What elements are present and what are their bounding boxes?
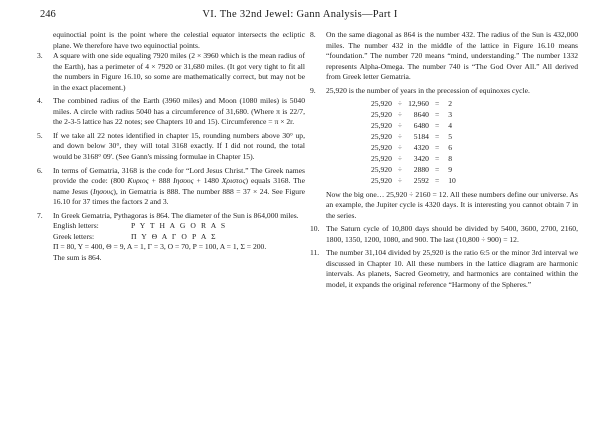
running-title: VI. The 32nd Jewel: Gann Analysis—Part I (202, 9, 398, 20)
division-op: ÷ (397, 142, 403, 152)
division-a: 25,920 (371, 99, 392, 109)
division-b: 12,960 (408, 99, 429, 109)
division-a: 25,920 (371, 175, 392, 185)
item-text: If we take all 22 notes identified in chapter 15, rounding numbers above 30° up, and down below 30°, they will total 3168 exactly. If I did not round, the total would be 3168° 09'. (See Gann's missing formulae in Chapter 15). (53, 130, 305, 162)
item-text: The combined radius of the Earth (3960 miles) and Moon (1080 miles) is 5040 miles. A circle with radius 5040 has a circumference of 31,680. (Where π is 22/7, the 2-3-5 lattice has 22 notes; see Chapters 10 and 15). Circumference = π × 2r. (53, 96, 305, 127)
division-op: ÷ (397, 153, 403, 163)
list-item-11 (310, 248, 578, 290)
division-eq: = (434, 153, 440, 163)
left-column (37, 30, 305, 266)
division-op: ÷ (397, 121, 403, 131)
division-eq: = (434, 121, 440, 131)
division-r: 8 (448, 153, 453, 163)
list-item-3 (37, 51, 305, 93)
item-number: 5. (37, 130, 43, 140)
item-number: 4. (37, 96, 43, 106)
item-text: 25,920 is the number of years in the precession of equinoxes cycle. (326, 85, 530, 95)
division-b: 3420 (413, 153, 429, 163)
item-number: 6. (37, 165, 43, 175)
item-number: 8. (310, 30, 316, 39)
greek-word: Κυριος (127, 176, 149, 186)
division-b: 5184 (413, 132, 429, 141)
list-item-8 (310, 30, 578, 83)
division-row (368, 121, 459, 132)
division-eq: = (434, 99, 440, 109)
division-row (368, 99, 459, 110)
division-b: 6480 (413, 121, 429, 131)
division-op: ÷ (397, 132, 403, 141)
english-letters-value: P Y T H A G O R A S (131, 221, 227, 231)
division-op: ÷ (397, 110, 403, 120)
division-row (368, 143, 459, 154)
list-item-5 (37, 131, 305, 163)
letter-values: Π = 80, Υ = 400, Θ = 9, Α = 1, Γ = 3, Ο = 70, Ρ = 100, Α = 1, Σ = 200. (53, 242, 267, 252)
sum-line: The sum is 864. (53, 252, 102, 262)
english-letters-label: English letters: (53, 221, 99, 231)
division-r: 6 (448, 142, 453, 152)
text-segment: In terms of Gematria, 3168 is the code for “Lord Jesus Christ.” The Greek names provide the code: (800 (53, 165, 305, 186)
division-eq: = (434, 132, 440, 141)
greek-letters-row (53, 232, 305, 243)
division-a: 25,920 (371, 121, 392, 131)
item-text-continued: Now the big one… 25,920 ÷ 2160 = 12. All these numbers define our universe. As an example, the Jupiter cycle is 4320 days. It is interesting you cannot obtain 7 in the series. (326, 189, 578, 220)
greek-letters-label: Greek letters: (53, 231, 95, 241)
division-op: ÷ (397, 175, 403, 185)
division-b: 8640 (413, 110, 429, 120)
continuation-text: equinoctial point is the point where the celestial equator intersects the ecliptic plane. We therefore have two equinoctial points. (53, 30, 305, 50)
greek-word: Ιησους (173, 176, 194, 186)
division-a: 25,920 (371, 132, 392, 141)
greek-word: Ιησους (92, 186, 114, 196)
list-item-9 (310, 86, 578, 221)
division-eq: = (434, 142, 440, 152)
division-row (368, 165, 459, 176)
item-text: In Greek Gematria, Pythagoras is 864. The diameter of the Sun is 864,000 miles. (53, 210, 299, 220)
item-text (53, 166, 305, 208)
text-segment: + 1480 (193, 176, 222, 186)
division-table (368, 99, 459, 186)
division-r: 10 (448, 175, 456, 185)
greek-letters-value: Π Υ Θ Α Γ Ο Ρ Α Σ (131, 231, 218, 241)
division-r: 9 (448, 164, 453, 174)
right-column (310, 30, 578, 293)
item-number: 11. (310, 248, 320, 258)
division-row (368, 154, 459, 165)
division-a: 25,920 (371, 110, 392, 120)
division-a: 25,920 (371, 153, 392, 163)
list-item-4 (37, 96, 305, 128)
item-text: The number 31,104 divided by 25,920 is the ratio 6:5 or the minor 3rd interval we discussed in Chapter 10. All these numbers in the lattice diagram are harmonic intervals. As planets, Sacred Geometry, and harmonics are contained within the model, it expands the original reference “Harmony of the Spheres.” (326, 248, 578, 289)
division-row (368, 110, 459, 121)
division-r: 2 (448, 99, 453, 109)
text-segment: + 888 (148, 176, 174, 186)
item-number: 9. (310, 85, 316, 95)
division-eq: = (434, 175, 440, 185)
item-text: A square with one side equaling 7920 miles (2 × 3960 which is the mean radius of the Earth), has a perimeter of 4 × 7920 or 31,680 miles. (It got very tight to fit all the numbers in Figure 16.10, so some are mathematically correct, but may not be in the exact placement.) (53, 51, 305, 92)
division-eq: = (434, 110, 440, 120)
division-b: 4320 (413, 142, 429, 152)
division-b: 2880 (413, 164, 429, 174)
item-number: 3. (37, 51, 43, 61)
page-number: 246 (40, 9, 56, 20)
division-op: ÷ (397, 99, 403, 109)
page-header (0, 9, 600, 23)
list-item-10 (310, 224, 578, 245)
english-letters-row (53, 221, 305, 232)
division-row (368, 132, 459, 143)
division-eq: = (434, 164, 440, 174)
division-r: 4 (448, 121, 453, 131)
division-row (368, 176, 459, 187)
division-r: 3 (448, 110, 453, 120)
greek-word: Χριστος (221, 176, 246, 186)
text-segment: ) equals 3168. The name Jesus ( (53, 176, 305, 196)
division-r: 5 (448, 132, 453, 141)
division-op: ÷ (397, 164, 403, 174)
item-number: 7. (37, 210, 43, 220)
item-number: 10. (310, 224, 320, 234)
list-item-7 (37, 211, 305, 264)
list-item-6 (37, 166, 305, 208)
item-text: The Saturn cycle of 10,800 days should be divided by 5400, 3600, 2700, 2160, 1800, 1350, 1200, 1080, and 900. The last (10,800 ÷ 900) = 12. (326, 224, 578, 244)
division-a: 25,920 (371, 142, 392, 152)
item-text: On the same diagonal as 864 is the number 432. The radius of the Sun is 432,000 miles. The number 432 in the middle of the lattice in Figure 16.10 means “foundation.” The number 720 means “mind, understanding.” The number 1332 represents Alpha-Omega. The number 740 is “The God Over All.” All derived from Greek letter Gematria. (326, 30, 578, 82)
text-segment: ), in Gematria is 888. The number 888 = 37 × 24. See Figure 16.10 for 37 times the factors 2 and 3. (53, 186, 305, 207)
division-b: 2592 (413, 175, 429, 185)
division-a: 25,920 (371, 164, 392, 174)
